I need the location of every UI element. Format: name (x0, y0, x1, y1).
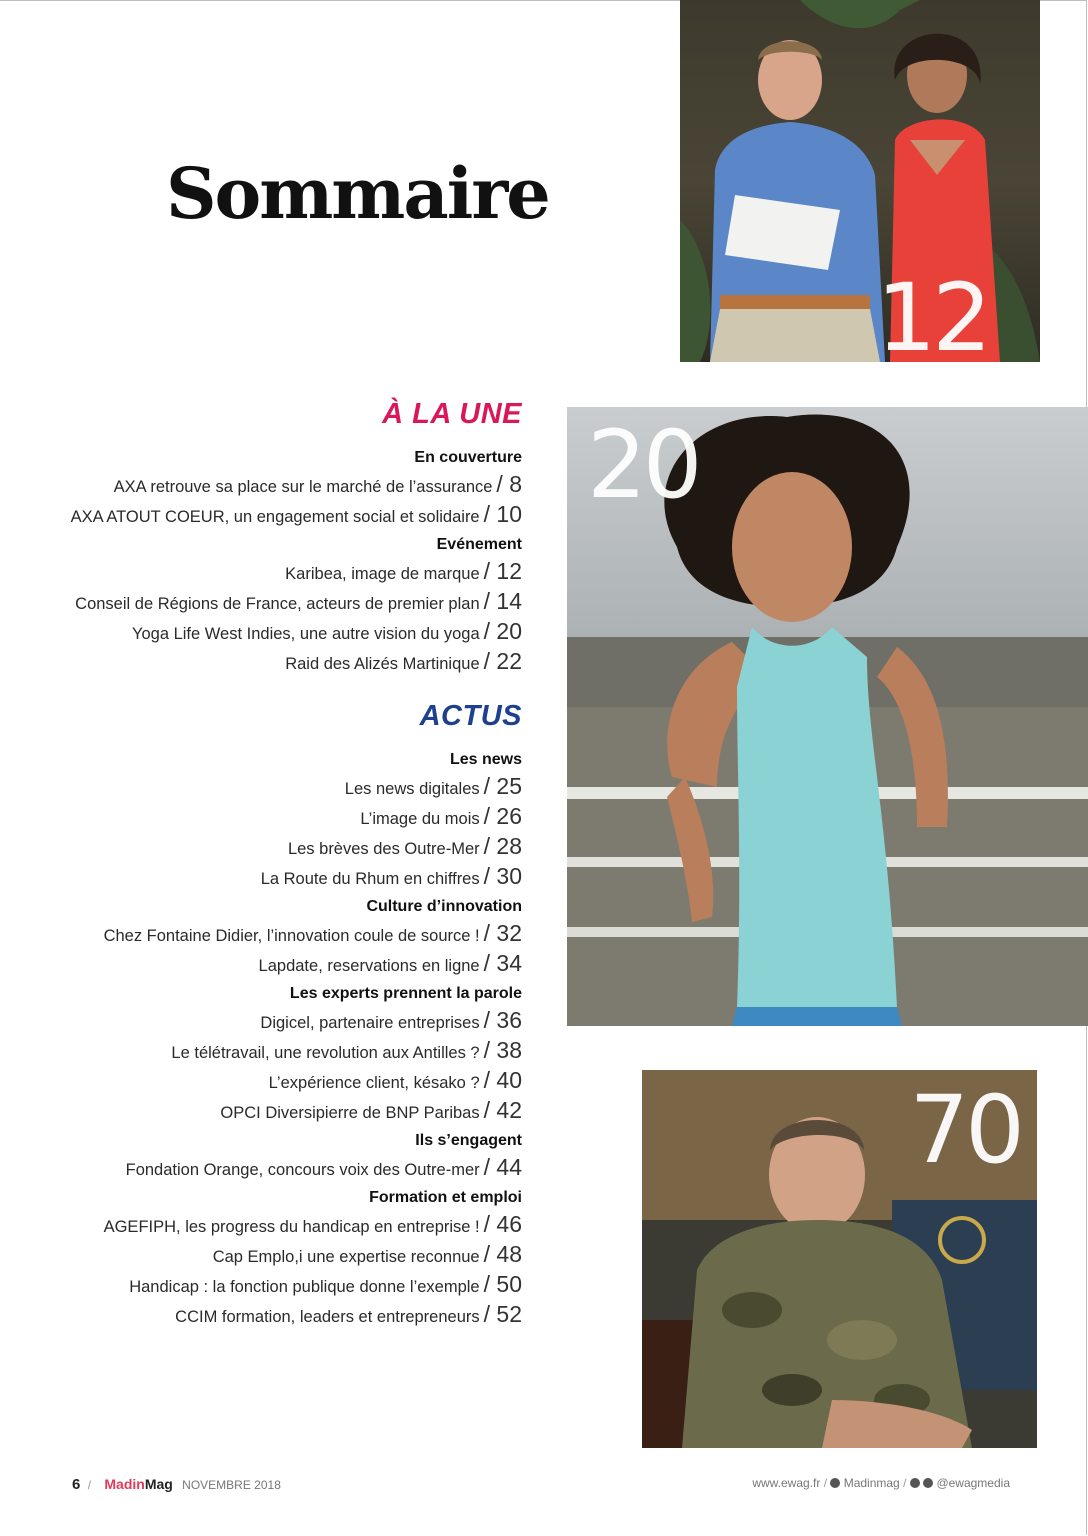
facebook-link[interactable]: Madinmag (843, 1476, 900, 1490)
social-handle[interactable]: @ewagmedia (936, 1476, 1010, 1490)
section-heading: À LA UNE (382, 398, 522, 430)
toc-entry[interactable]: Digicel, partenaire entreprises / 36 (260, 1007, 522, 1033)
group-title: Les experts prennent la parole (289, 985, 522, 1002)
toc-entry[interactable]: La Route du Rhum en chiffres / 30 (260, 863, 522, 889)
toc-entry[interactable]: AXA ATOUT COEUR, un engagement social et solidaire / 10 (70, 501, 522, 527)
page-title: Sommaire (166, 152, 549, 235)
toc-entry[interactable]: AXA retrouve sa place sur le marché de l’assurance / 8 (113, 471, 522, 497)
page-number: 6 (72, 1476, 81, 1493)
feature-page-number: 70 (909, 1076, 1021, 1185)
toc-entry[interactable]: Les news digitales / 25 (344, 773, 522, 799)
toc-entry[interactable]: OPCI Diversipierre de BNP Paribas / 42 (220, 1097, 522, 1123)
toc-entry[interactable]: Karibea, image de marque / 12 (285, 558, 522, 584)
section-heading: ACTUS (419, 700, 522, 732)
facebook-icon (830, 1478, 840, 1488)
footer-left (72, 1476, 281, 1493)
feature-page-number: 12 (876, 264, 988, 362)
group-title: Culture d’innovation (366, 898, 522, 915)
toc-entry[interactable]: Handicap : la fonction publique donne l’exemple / 50 (129, 1271, 522, 1297)
website-link[interactable]: www.ewag.fr (752, 1476, 821, 1490)
twitter-icon (910, 1478, 920, 1488)
group-title: Les news (449, 751, 522, 768)
group-title: Evénement (436, 536, 522, 553)
photo-two-people (680, 0, 1040, 362)
toc-entry[interactable]: Raid des Alizés Martinique / 22 (285, 648, 522, 674)
issue-date: NOVEMBRE 2018 (182, 1478, 281, 1492)
toc-entry[interactable]: Yoga Life West Indies, une autre vision du yoga / 20 (131, 618, 522, 644)
footer-right (752, 1476, 1010, 1490)
feature-page-number: 20 (587, 411, 699, 520)
toc-entry[interactable]: L’expérience client, késako ? / 40 (268, 1067, 522, 1093)
toc-entry[interactable]: Le télétravail, une revolution aux Antilles ? / 38 (171, 1037, 522, 1063)
toc-entry[interactable]: Lapdate, reservations en ligne / 34 (258, 950, 522, 976)
group-title: Formation et emploi (369, 1189, 522, 1206)
toc-entry[interactable]: Chez Fontaine Didier, l’innovation coule de source ! / 32 (103, 920, 522, 946)
toc-entry[interactable]: Les brèves des Outre-Mer / 28 (287, 833, 522, 859)
instagram-icon (923, 1478, 933, 1488)
separator: / (903, 1476, 910, 1490)
toc-entry[interactable]: Cap Emplo,i une expertise reconnue / 48 (212, 1241, 522, 1267)
separator: / (87, 1478, 92, 1492)
group-title: Ils s’engagent (415, 1132, 522, 1149)
toc-entry[interactable]: CCIM formation, leaders et entrepreneurs / 52 (175, 1301, 522, 1327)
toc-section-a-la-une (71, 398, 522, 678)
toc-section-actus (104, 700, 522, 1331)
brand-logo: MadinMag (104, 1476, 173, 1492)
separator: / (823, 1476, 831, 1490)
toc-entry[interactable]: AGEFIPH, les progress du handicap en entreprise ! / 46 (103, 1211, 522, 1237)
photo-officer (642, 1070, 1037, 1448)
toc-entry[interactable]: Conseil de Régions de France, acteurs de premier plan / 14 (75, 588, 522, 614)
toc-entry[interactable]: Fondation Orange, concours voix des Outre-mer / 44 (125, 1154, 522, 1180)
photo-woman (567, 407, 1088, 1026)
toc-entry[interactable]: L’image du mois / 26 (360, 803, 522, 829)
group-title: En couverture (414, 449, 522, 466)
